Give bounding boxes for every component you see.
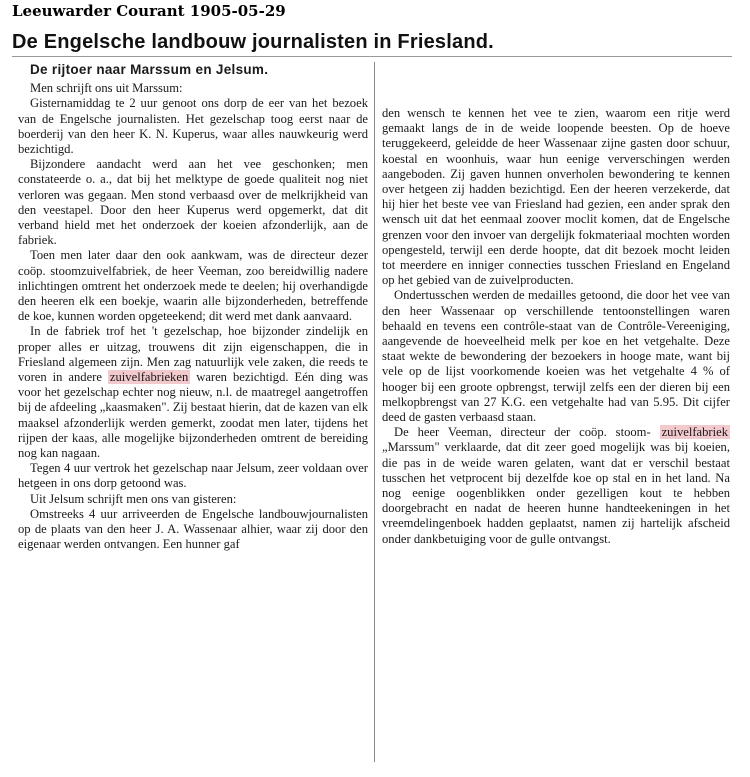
paragraph: Tegen 4 uur vertrok het gezelschap naar Jelsum, zeer voldaan over hetgeen in ons dorp getoond was.	[18, 461, 368, 491]
text-run: waren bezichtigd. Eén ding was voor het gezelschap echter nog nieuw, n.l. de maatregel aangetroffen bij de afdeeling „kaasmaken". Zij bestaat hierin, dat de kazen van elk maaksel afzonderlijk werden gemerkt, zoodat men later, tijdens het rijpen der kaas, alle mogelijke bijzonderheden omtrent de bereiding nog kan nagaan.	[18, 370, 368, 461]
paragraph: Toen men later daar den ook aankwam, was de directeur dezer coöp. stoomzuivelfabriek, de heer Veeman, zoo bereidwillig nadere inlichtingen omtrent het onderzoek mede te deelen; hij overhandigde den heeren elk een boekje, waarin alle bijzonderheden, betreffende de koe, kunnen worden opgeteekend; dit werd met dank aanvaard.	[18, 248, 368, 324]
paragraph	[18, 324, 368, 461]
paragraph: Ondertusschen werden de medailles getoond, die door het vee van den heer Wassenaar op verschillende tentoonstellingen waren behaald en tevens een contrôle-staat van de Contrôle-Vereeniging, aangevende de hoeveelheid melk per koe en het vetgehalte. Deze staat wekte de bewondering der bezoekers in hooge mate, want bij vele op de lijst voorkomende koeien was het vetgehalte 4 % of hooger bij een groote opbrengst, terwijl zelfs een der dieren bij een melkopbrengst van 27 K.G. een vetgehalte had van 5.95. Dit cijfer deed de gasten verbaasd staan.	[382, 288, 730, 425]
paragraph	[382, 425, 730, 547]
text-run: In de fabriek trof het 't gezelschap, hoe bijzonder zindelijk en proper alles er uitzag, trouwens dit zijn eigenschappen, die in Friesland algemeen zijn. Men zag natuurlijk vele zaken, die reeds te voren in andere	[18, 324, 368, 385]
paragraph: den wensch te kennen het vee te zien, waarom een ritje werd gemaakt langs de in de weide loopende beesten. Op de hoeve teruggekeerd, geleidde de heer Wassenaar zijne gasten door schuur, koestal en woonhuis, waar hun eenige ververschingen werden aangeboden. Zij gaven hunnen onverholen bewondering te kennen over hetgeen zij hadden bezichtigd. Een der heeren verzekerde, dat hij hier het beste vee van Friesland had gezien, een ander sprak den wensch uit dat het eenmaal zoover moclit komen, dat de Engelsche grenzen voor den invoer van dergelijk fokmateriaal mochten worden opengesteld, terwijl een derde hoopte, dat dit bezoek mocht leiden tot meerdere en inniger connecties tusschen Friesland en Engeland op het gebied van de zuivelproducten.	[382, 106, 730, 288]
article-subhead: De rijtoer naar Marssum en Jelsum.	[30, 62, 269, 77]
highlighted-search-term: zuivelfabrieken	[109, 370, 189, 385]
column-divider	[374, 62, 375, 762]
text-run: „Marssum" verklaarde, dat dit zeer goed mogelijk was bij koeien, die pas in de weide waren gelaten, want dat er verschil bestaat tusschen het vetprocent bij dezelfde koe op stal en in het land. Na nog eenige oogenblikken onder gezelligen kout te hebben doorgebracht en nadat de heeren hunne handteekeningen in het vreemdelingenboek hadden geplaatst, namen zij hartelijk afscheid onder dankbetuiging voor de gulle ontvangst.	[382, 440, 730, 546]
newspaper-caption: Leeuwarder Courant 1905-05-29	[12, 2, 286, 20]
paragraph: Gisternamiddag te 2 uur genoot ons dorp de eer van het bezoek van de Engelsche journalisten. Het gezelschap toog eerst naar de boerderij van den heer K. N. Kuperus, waar alles nauwkeurig werd bezichtigd.	[18, 96, 368, 157]
column-right	[382, 106, 730, 547]
text-run: De heer Veeman, directeur der coöp. stoom-	[394, 425, 651, 440]
paragraph: Uit Jelsum schrijft men ons van gisteren:	[30, 491, 237, 506]
highlighted-search-term: zuivelfabriek	[661, 425, 728, 440]
column-left	[18, 62, 368, 553]
paragraph: Bijzondere aandacht werd aan het vee geschonken; men constateerde o. a., dat bij het melktype de goede qualiteit nog niet verloren was gegaan. Men stond verbaasd over de melkrijkheid van den veestapel. Door den heer Kuperus werd opgemerkt, dat dit verband hield met het onderzoek der koeien afzonderlijk, aan de fabriek.	[18, 157, 368, 248]
paragraph: Men schrijft ons uit Marssum:	[30, 81, 183, 96]
paragraph: Omstreeks 4 uur arriveerden de Engelsche landbouwjournalisten op de plaats van den heer J. A. Wassenaar alhier, waar zij door den eigenaar werden ontvangen. Een hunner gaf	[18, 506, 368, 552]
article-headline: De Engelsche landbouw journalisten in Friesland.	[12, 31, 732, 57]
